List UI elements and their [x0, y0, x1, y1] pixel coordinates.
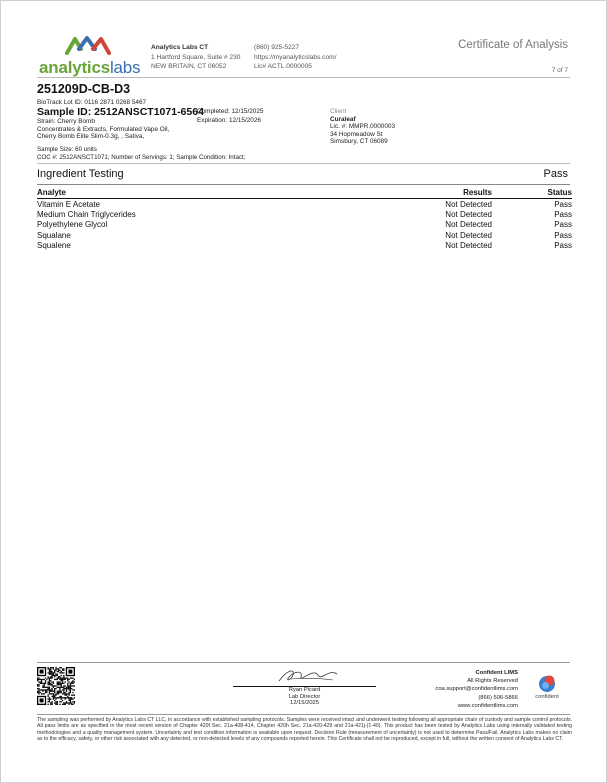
column-header-analyte: Analyte [37, 188, 372, 199]
table-row [37, 241, 572, 251]
section-title: Ingredient Testing [37, 168, 124, 180]
qr-code-icon [37, 667, 75, 705]
lims-phone: (866) 506-5866 [478, 694, 518, 701]
status-cell: Pass [554, 209, 572, 219]
lims-block [435, 669, 518, 710]
confident-wordmark: confident [535, 694, 559, 700]
lab-address-line-2: NEW BRITAIN, CT 06052 [151, 63, 227, 70]
client-license: Lic. #: MMPR.0000003 [330, 123, 396, 131]
lab-website: https://myanalyticslabs.com/ [254, 53, 337, 61]
lab-name: Analytics Labs CT [151, 44, 209, 51]
confident-logo-icon [537, 673, 557, 693]
confident-logo [532, 673, 562, 705]
result-cell: Not Detected [445, 199, 492, 209]
lab-address-line-1: 1 Hartford Square, Suite # 230 [151, 53, 241, 61]
status-cell: Pass [554, 241, 572, 251]
sample-details [37, 118, 169, 141]
status-cell: Pass [554, 199, 572, 209]
disclaimer-text: The sampling was performed by Analytics Labs CT LLC, in accordance with established sampling protocols. Samples were received intact and underwent testing following all appropriate chain of custody and sample control protocols. All pass limits are as specified in the most recent version of Chapter 420f Sec. 21a-408-414, Chapter 420h Sec. 21a-420-429 and 21a-421j-(1-40). This product has been tested by Analytics Labs using internally validated testing methodologies and a quality management system. Uncertainty and test condition information is available upon request. Decision Rule (measurement of uncertainty) is not used to determine Pass/Fail. Analytics Labs makes no claim as to the efficacy, safety, or other risk associated with any detected, or non-detected levels of any compounds reported herein. This Certificate shall not be reproduced, except in full, without the written consent of Analytics Labs CT. [37, 717, 572, 742]
biotrack-lot-id: BioTrack Lot ID: 0116 2871 0268 5467 [37, 99, 147, 106]
disclaimer-divider [37, 714, 570, 715]
lims-website: www.confidentlims.com [457, 702, 518, 709]
result-cell: Not Detected [445, 241, 492, 251]
page-number: 7 of 7 [551, 67, 568, 74]
client-label: Client [330, 108, 347, 115]
header-divider [37, 77, 570, 78]
result-cell: Not Detected [445, 209, 492, 219]
sample-strain: Strain: Cherry Bomb [37, 118, 95, 125]
section-overall-status: Pass [543, 168, 568, 180]
completed-date: Completed: 12/15/2025 [197, 108, 264, 115]
expiration-date: Expiration: 12/15/2026 [197, 116, 261, 124]
coc-line: COC #: 2512ANSCT1071; Number of Servings: 1; Sample Condition: Intact; [37, 154, 246, 161]
client-address-line-2: Simsbury, CT 06089 [330, 138, 388, 146]
analyte-cell: Medium Chain Triglycerides [37, 209, 136, 219]
sample-product: Cherry Bomb Elite Slim-0.3g, , Sativa, [37, 133, 145, 141]
lims-email: coa.support@confidentlims.com [435, 686, 518, 693]
table-row [37, 199, 572, 210]
signer-name: Ryan Picard [288, 687, 321, 693]
column-header-results: Results [372, 188, 492, 199]
client-name: Curaleaf [330, 115, 356, 123]
analyte-cell: Vitamin E Acetate [37, 199, 100, 209]
lab-contact-block [254, 43, 336, 72]
batch-id: 251209D-CB-D3 [37, 82, 131, 96]
lims-rights: All Rights Reserved [467, 678, 518, 685]
column-header-status: Status [492, 188, 572, 199]
table-row [37, 230, 572, 240]
signer-block [233, 687, 376, 707]
section-divider [37, 184, 570, 185]
table-row [37, 220, 572, 230]
logo-wordmark: analyticslabs [39, 58, 141, 77]
lims-title: Confident LIMS [475, 670, 518, 676]
lab-phone: (860) 925-5227 [254, 44, 300, 51]
footer-divider [37, 662, 570, 663]
status-cell: Pass [554, 230, 572, 240]
analyte-cell: Polyethylene Glycol [37, 220, 108, 230]
analyte-cell: Squalane [37, 230, 71, 240]
lab-license: Lic# ACTL.0000005 [254, 63, 312, 70]
table-row [37, 209, 572, 219]
client-address-line-1: 34 Hopmeadow St [330, 130, 383, 138]
signer-title: Lab Director [288, 693, 321, 700]
sample-size: Sample Size: 60 units [37, 146, 97, 153]
analyte-cell: Squalene [37, 241, 71, 251]
client-block [330, 108, 395, 146]
logo-mountains-icon [65, 35, 111, 55]
results-header-row [37, 188, 572, 199]
result-cell: Not Detected [445, 220, 492, 230]
sample-dates [197, 108, 263, 125]
info-divider [37, 163, 570, 164]
document-title: Certificate of Analysis [458, 39, 568, 51]
sample-id: Sample ID: 2512ANSCT1071-6564 [37, 106, 204, 118]
signer-date: 12/15/2025 [289, 700, 319, 707]
signature-icon [273, 666, 343, 686]
result-cell: Not Detected [445, 230, 492, 240]
sample-category: Concentrates & Extracts, Formulated Vape Oil, [37, 125, 170, 133]
results-table [37, 188, 572, 251]
status-cell: Pass [554, 220, 572, 230]
lab-address-block [151, 43, 240, 72]
analytics-labs-logo [39, 35, 143, 79]
